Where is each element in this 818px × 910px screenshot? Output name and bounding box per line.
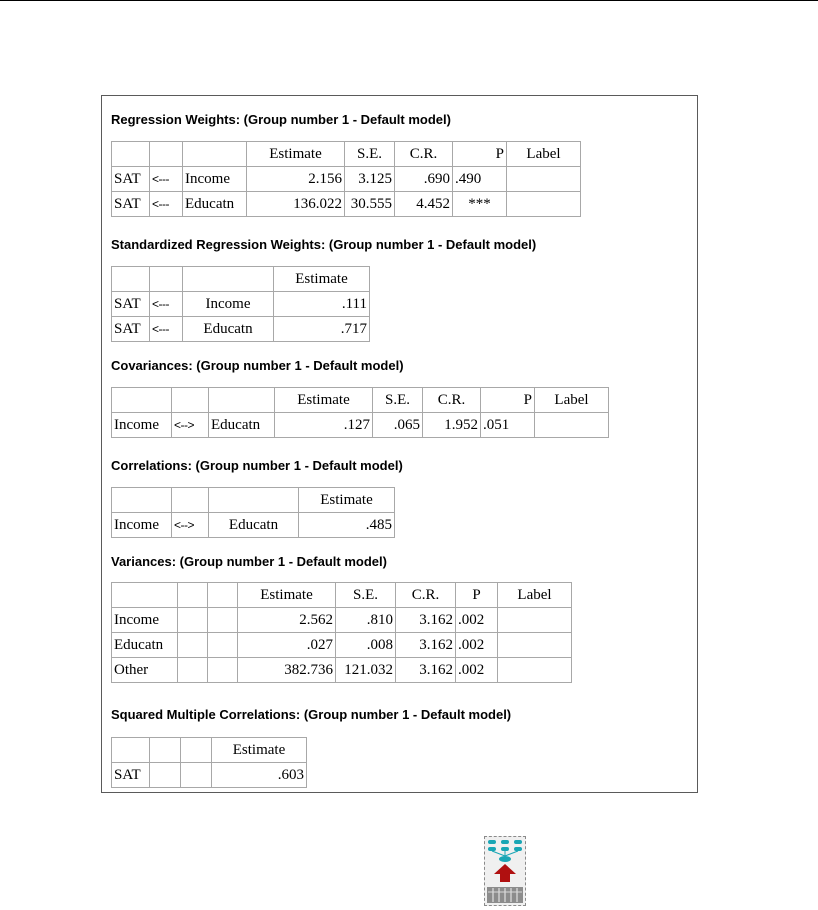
var-a: Income: [112, 513, 172, 538]
estimate-value: 136.022: [247, 192, 345, 217]
dep-var: SAT: [112, 317, 150, 342]
smc-table: [111, 737, 307, 788]
var-a: Income: [112, 413, 172, 438]
path-arrow: <---: [150, 192, 183, 217]
table-header-row: [112, 738, 307, 763]
ind-var: Educatn: [183, 192, 247, 217]
variable-name: SAT: [112, 763, 150, 788]
label-value: [498, 658, 572, 683]
table-row: [112, 658, 572, 683]
estimate-value: .127: [275, 413, 373, 438]
variances-table: [111, 582, 572, 683]
se-value: .065: [373, 413, 423, 438]
ind-var: Income: [183, 167, 247, 192]
p-value: .002: [456, 633, 498, 658]
var-b: Educatn: [209, 513, 299, 538]
ind-var: Income: [183, 292, 274, 317]
se-value: 3.125: [345, 167, 395, 192]
table-header-row: [112, 142, 581, 167]
label-value: [507, 167, 581, 192]
header-label: Label: [535, 388, 609, 413]
estimate-value: 2.562: [238, 608, 336, 633]
covariances-table: [111, 387, 609, 438]
p-value: .051: [481, 413, 535, 438]
se-value: 30.555: [345, 192, 395, 217]
header-label: Label: [507, 142, 581, 167]
table-row: [112, 167, 581, 192]
estimate-value: .485: [299, 513, 395, 538]
table-header-row: [112, 267, 370, 292]
std-regression-weights-title: Standardized Regression Weights: (Group number 1 - Default model): [111, 237, 537, 252]
cr-value: 1.952: [423, 413, 481, 438]
table-row: [112, 317, 370, 342]
header-estimate: Estimate: [247, 142, 345, 167]
label-value: [535, 413, 609, 438]
view-output-path-diagram-icon: [485, 837, 525, 905]
correlations-table: [111, 487, 395, 538]
cr-value: .690: [395, 167, 453, 192]
table-header-row: [112, 583, 572, 608]
correlation-arrow: <-->: [172, 513, 209, 538]
p-value: .490: [453, 167, 507, 192]
table-row: [112, 608, 572, 633]
table-row: [112, 763, 307, 788]
label-value: [498, 633, 572, 658]
table-row: [112, 633, 572, 658]
page-top-rule: [0, 0, 818, 1]
dep-var: SAT: [112, 292, 150, 317]
header-label: Label: [498, 583, 572, 608]
var-b: Educatn: [209, 413, 275, 438]
correlations-title: Correlations: (Group number 1 - Default model): [111, 458, 403, 473]
header-estimate: Estimate: [212, 738, 307, 763]
estimate-value: .603: [212, 763, 307, 788]
se-value: .810: [336, 608, 396, 633]
table-header-row: [112, 388, 609, 413]
variances-title: Variances: (Group number 1 - Default model): [111, 554, 387, 569]
regression-weights-table: [111, 141, 581, 217]
p-value: .002: [456, 608, 498, 633]
p-value: .002: [456, 658, 498, 683]
header-cr: C.R.: [395, 142, 453, 167]
header-se: S.E.: [373, 388, 423, 413]
cr-value: 3.162: [396, 658, 456, 683]
header-p: P: [453, 142, 507, 167]
header-estimate: Estimate: [274, 267, 370, 292]
view-output-path-diagram-button[interactable]: [484, 836, 526, 906]
header-estimate: Estimate: [299, 488, 395, 513]
variable-name: Educatn: [112, 633, 178, 658]
table-row: [112, 513, 395, 538]
cr-value: 3.162: [396, 633, 456, 658]
path-arrow: <---: [150, 317, 183, 342]
header-estimate: Estimate: [275, 388, 373, 413]
header-cr: C.R.: [396, 583, 456, 608]
header-se: S.E.: [336, 583, 396, 608]
header-p: P: [456, 583, 498, 608]
table-row: [112, 192, 581, 217]
amos-output-panel: [101, 95, 698, 793]
dep-var: SAT: [112, 167, 150, 192]
std-regression-weights-table: [111, 266, 370, 342]
dep-var: SAT: [112, 192, 150, 217]
estimate-value: .111: [274, 292, 370, 317]
smc-title: Squared Multiple Correlations: (Group number 1 - Default model): [111, 707, 512, 722]
label-value: [498, 608, 572, 633]
variable-name: Other: [112, 658, 178, 683]
table-header-row: [112, 488, 395, 513]
path-arrow: <---: [150, 167, 183, 192]
cr-value: 4.452: [395, 192, 453, 217]
table-row: [112, 292, 370, 317]
header-se: S.E.: [345, 142, 395, 167]
header-cr: C.R.: [423, 388, 481, 413]
path-arrow: <---: [150, 292, 183, 317]
estimate-value: .717: [274, 317, 370, 342]
covariance-arrow: <-->: [172, 413, 209, 438]
cr-value: 3.162: [396, 608, 456, 633]
estimate-value: 2.156: [247, 167, 345, 192]
variable-name: Income: [112, 608, 178, 633]
se-value: .008: [336, 633, 396, 658]
header-p: P: [481, 388, 535, 413]
regression-weights-title: Regression Weights: (Group number 1 - Default model): [111, 112, 451, 127]
header-estimate: Estimate: [238, 583, 336, 608]
estimate-value: 382.736: [238, 658, 336, 683]
ind-var: Educatn: [183, 317, 274, 342]
se-value: 121.032: [336, 658, 396, 683]
table-row: [112, 413, 609, 438]
covariances-title: Covariances: (Group number 1 - Default model): [111, 358, 404, 373]
estimate-value: .027: [238, 633, 336, 658]
label-value: [507, 192, 581, 217]
p-value: ***: [453, 192, 507, 217]
